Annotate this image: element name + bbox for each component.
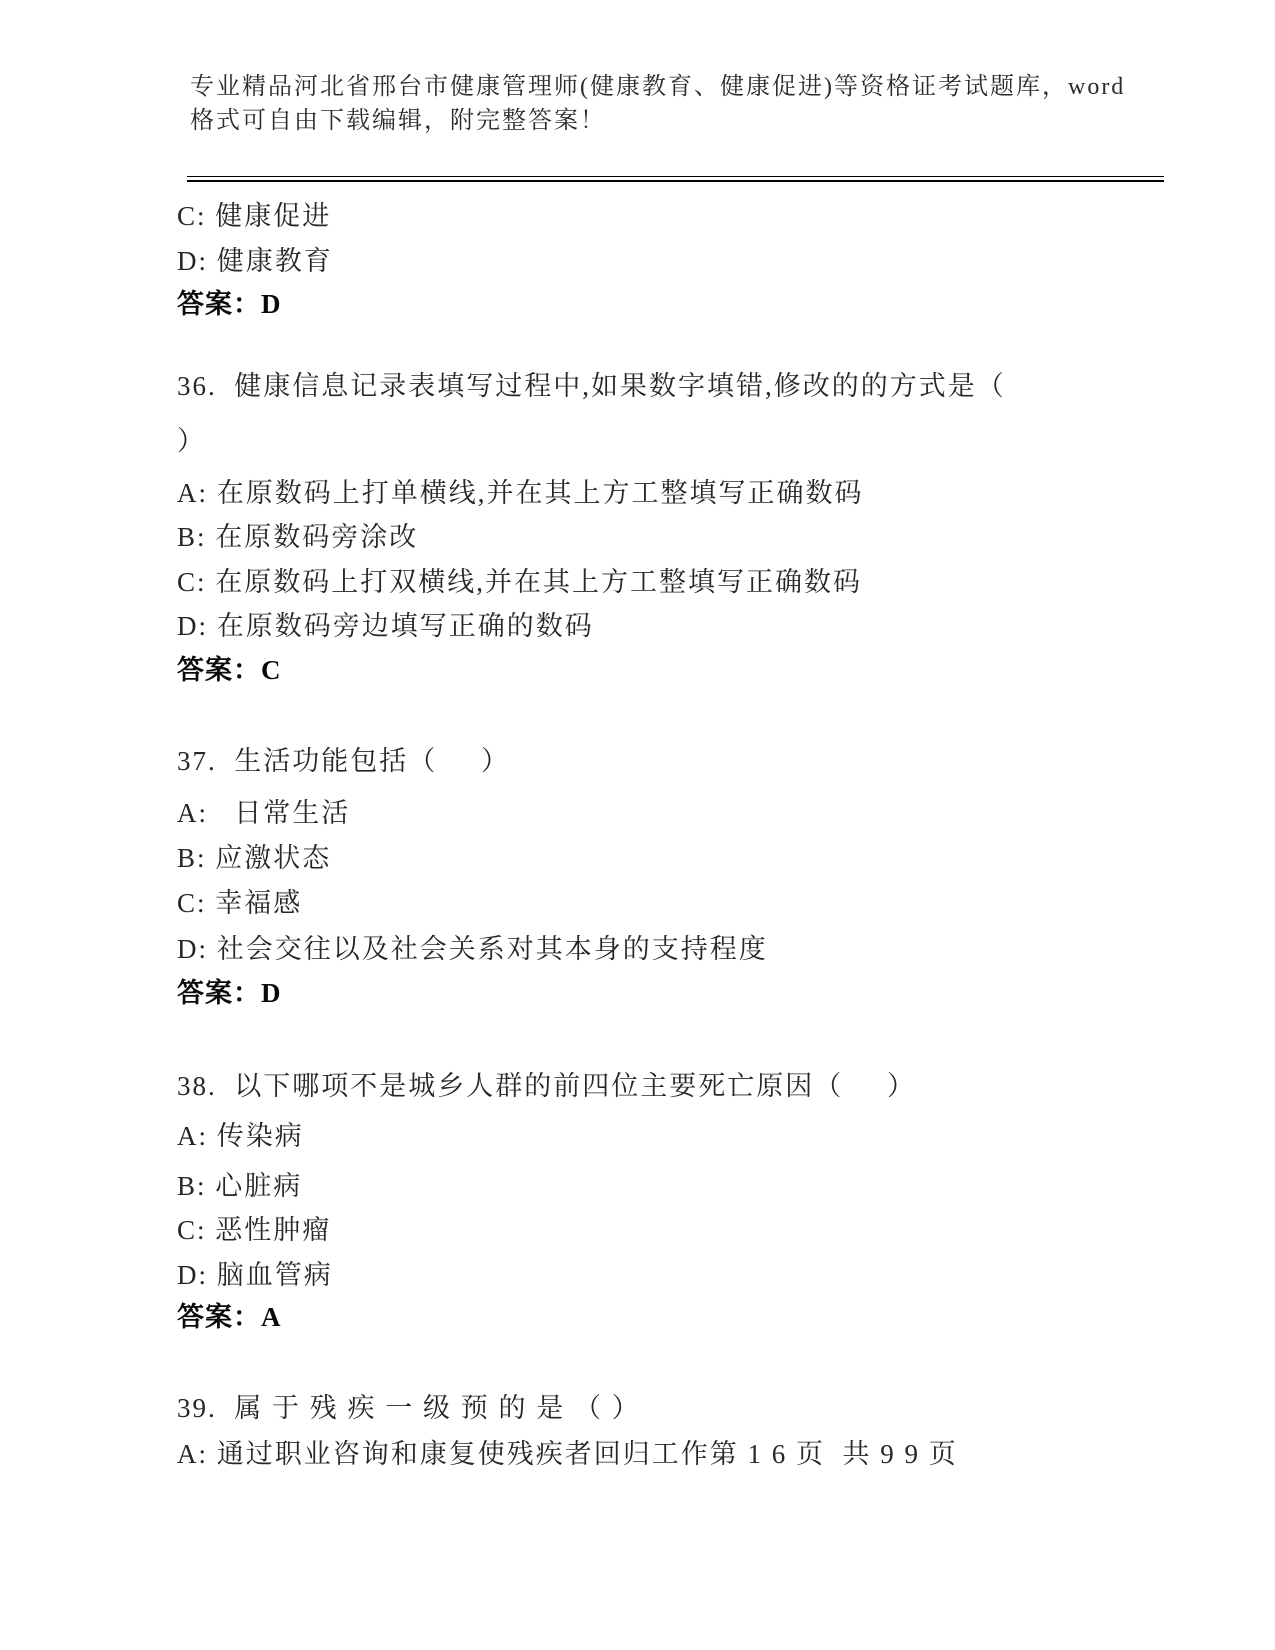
q36-option-d: D: 在原数码旁边填写正确的数码 <box>177 611 594 641</box>
q38-title: 38. 以下哪项不是城乡人群的前四位主要死亡原因（ ） <box>177 1071 916 1101</box>
q35-option-d: D: 健康教育 <box>177 246 333 276</box>
q36-title-line2: ） <box>177 426 206 456</box>
q37-option-b: B: 应激状态 <box>177 843 332 873</box>
q37-option-a: A: 日常生活 <box>177 798 351 828</box>
q35-answer: 答案：D <box>177 289 282 319</box>
header-text-line1: 专业精品河北省邢台市健康管理师(健康教育、健康促进)等资格证考试题库，word <box>190 74 1126 100</box>
q36-answer: 答案：C <box>177 655 282 685</box>
q37-title: 37. 生活功能包括（ ） <box>177 746 510 776</box>
q39-title: 39. 属 于 残 疾 一 级 预 的 是 （ ） <box>177 1393 641 1423</box>
q38-option-d: D: 脑血管病 <box>177 1260 333 1290</box>
q36-option-c: C: 在原数码上打双横线,并在其上方工整填写正确数码 <box>177 567 863 597</box>
q37-option-d: D: 社会交往以及社会关系对其本身的支持程度 <box>177 934 768 964</box>
q38-option-c: C: 恶性肿瘤 <box>177 1215 332 1245</box>
q37-option-c: C: 幸福感 <box>177 888 303 918</box>
q36-option-b: B: 在原数码旁涂改 <box>177 522 419 552</box>
q35-option-c: C: 健康促进 <box>177 201 332 231</box>
q39-option-a: A: 通过职业咨询和康复使残疾者回归工作第 1 6 页 共 9 9 页 <box>177 1439 958 1469</box>
q36-title-line1: 36. 健康信息记录表填写过程中,如果数字填错,修改的的方式是（ <box>177 371 1006 401</box>
q38-option-a: A: 传染病 <box>177 1121 304 1151</box>
q36-option-a: A: 在原数码上打单横线,并在其上方工整填写正确数码 <box>177 478 864 508</box>
q37-answer: 答案：D <box>177 978 282 1008</box>
q38-option-b: B: 心脏病 <box>177 1171 303 1201</box>
q38-answer: 答案：A <box>177 1302 282 1332</box>
header-text-line2: 格式可自由下载编辑，附完整答案！ <box>190 108 606 134</box>
